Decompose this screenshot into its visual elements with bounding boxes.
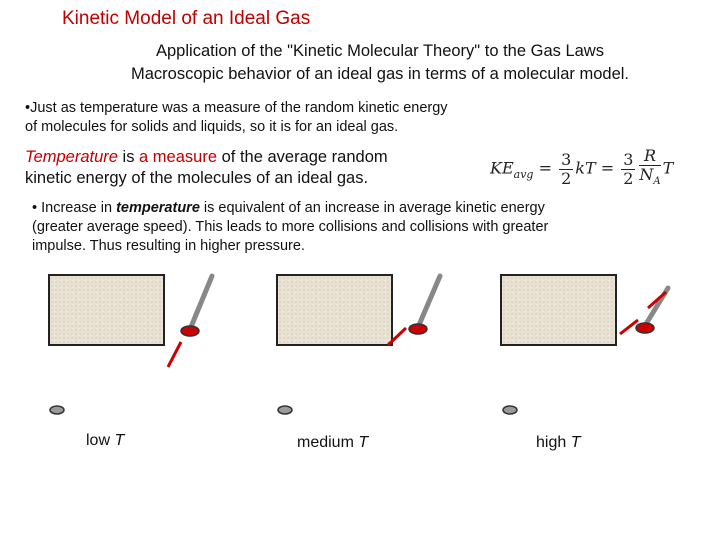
pressure-gauge-medium	[378, 270, 458, 390]
gauge-indicator-low	[168, 342, 181, 367]
temperature-word: Temperature	[25, 148, 118, 166]
gauge-knob-medium	[409, 324, 427, 334]
molecule-dot-low	[48, 403, 68, 417]
label-high	[536, 434, 580, 452]
label-low	[86, 432, 124, 450]
bullet-2-line-3: impulse. Thus resulting in higher pressure.	[32, 238, 305, 254]
label-low-text: low	[86, 432, 115, 449]
frac3-numerator: R	[644, 146, 657, 165]
gauge-knob-high	[636, 323, 654, 333]
kinetic-energy-formula	[490, 147, 673, 191]
gauge-indicator-medium	[388, 328, 406, 345]
frac3-denominator: N	[639, 165, 654, 184]
slide-title: Kinetic Model of an Ideal Gas	[62, 8, 311, 29]
gas-container-medium	[276, 274, 393, 346]
gauge-indicator-high-lower	[620, 320, 638, 334]
frac1-denominator: 2	[561, 168, 572, 188]
bullet-paragraph-2	[32, 199, 672, 256]
bullet-dot-2: •	[32, 200, 42, 216]
label-medium-var: T	[358, 434, 369, 451]
gauge-handle-low	[191, 276, 212, 327]
temperature-statement	[25, 147, 475, 189]
bullet-1-line-2: of molecules for solids and liquids, so it is for an ideal gas.	[25, 119, 399, 135]
a-measure-phrase: a measure	[139, 148, 218, 166]
formula-ke-subscript: avg	[513, 167, 534, 181]
formula-fraction-3	[639, 147, 660, 191]
formula-equals-1: =	[538, 158, 552, 178]
bullet-dot: •	[25, 100, 31, 116]
label-low-var: T	[114, 432, 125, 449]
formula-ke: KE	[490, 158, 514, 178]
subtitle-line-2: Macroscopic behavior of an ideal gas in terms of a molecular model.	[131, 65, 629, 83]
gas-container-low	[48, 274, 165, 346]
pressure-gauge-high	[610, 270, 690, 390]
label-high-var: T	[570, 434, 581, 451]
statement-is: is	[117, 148, 140, 166]
frac3-denominator-subscript: A	[653, 176, 661, 188]
label-high-text: high	[536, 434, 571, 451]
statement-rest: of the average random	[217, 148, 388, 166]
bullet-paragraph-1	[25, 99, 545, 137]
formula-fraction-1	[559, 151, 573, 188]
bullet-2-line-2: (greater average speed). This leads to more collisions and collisions with greater	[32, 219, 549, 235]
gas-container-high	[500, 274, 617, 346]
subtitle-line-1: Application of the "Kinetic Molecular Theory" to the Gas Laws	[156, 42, 604, 60]
frac2-numerator: 3	[623, 149, 634, 169]
label-medium	[297, 434, 368, 452]
bullet-1-line-1: Just as temperature was a measure of the random kinetic energy	[30, 100, 448, 116]
frac1-numerator: 3	[561, 149, 572, 169]
formula-fraction-2	[621, 151, 635, 188]
bullet-2-pre: Increase in	[41, 200, 117, 216]
formula-kt: kT	[575, 158, 596, 178]
frac2-denominator: 2	[623, 168, 634, 188]
gauge-knob-low	[181, 326, 199, 336]
bullet-2-post: is equivalent of an increase in average kinetic energy	[199, 200, 545, 216]
bullet-2-emph: temperature	[116, 200, 200, 216]
label-medium-text: medium	[297, 434, 359, 451]
formula-equals-2: =	[600, 158, 615, 178]
molecule-dot-medium	[276, 403, 296, 417]
molecule-dot-high	[501, 403, 521, 417]
statement-line-2: kinetic energy of the molecules of an ideal gas.	[25, 169, 369, 187]
gauge-handle-medium	[419, 276, 440, 325]
pressure-gauge-low	[150, 270, 230, 390]
formula-t: T	[662, 158, 674, 178]
